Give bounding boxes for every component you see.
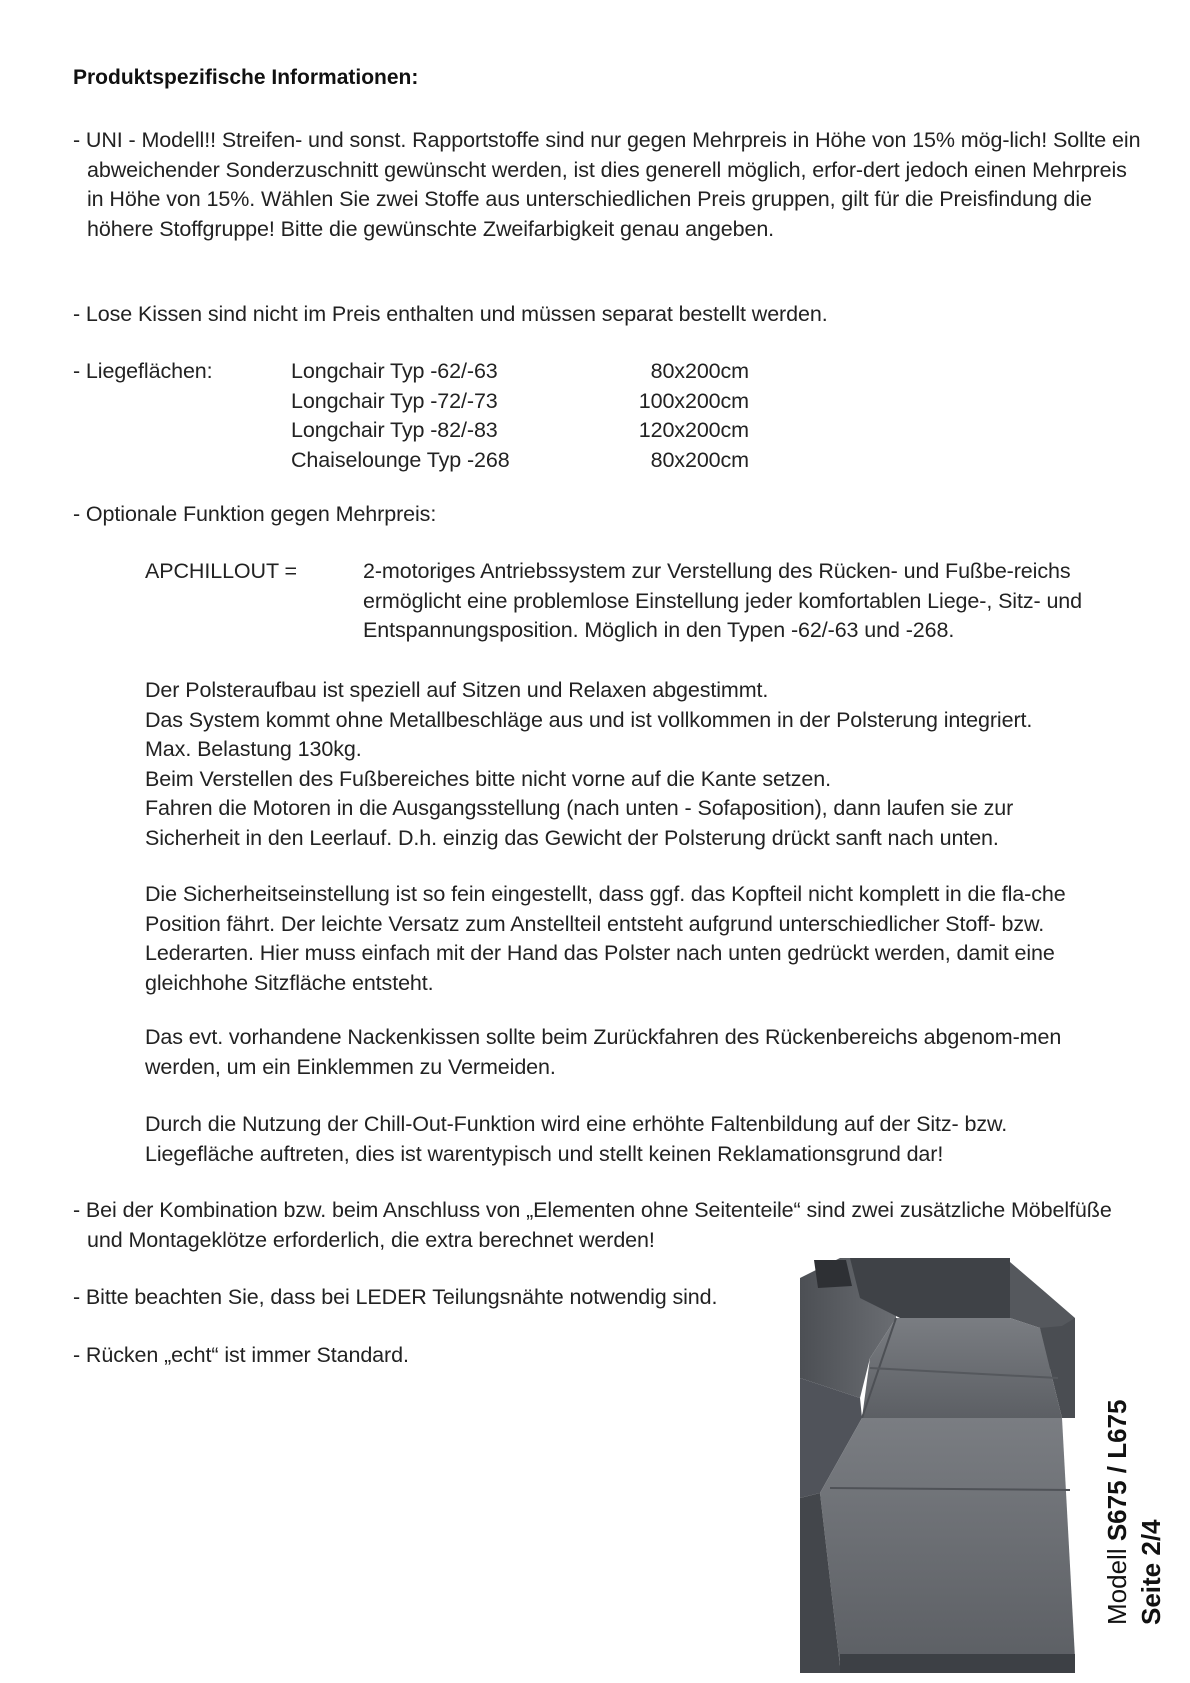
liegeflaechen-type: Longchair Typ -62/-63 [291,359,498,383]
liegeflaechen-type: Longchair Typ -82/-83 [291,418,498,442]
sofa-product-image [800,1258,1075,1673]
page-title: Produktspezifische Informationen: [73,66,419,89]
paragraph-sicherheit: Die Sicherheitseinstellung ist so fein eingestellt, dass ggf. das Kopfteil nicht komplett in die fla-che Position fährt. Der leichte Versatz zum Anstellteil entsteht aufgrund unterschiedlicher Stoff- bzw. Lederarten. Hier muss einfach mit der Hand das Polster nach unten gedrückt werden, damit eine gleichhohe Sitzfläche entsteht. [145,882,1066,995]
liegeflaechen-row [73,446,833,476]
liegeflaechen-label: - Liegeflächen: [73,359,213,383]
liegeflaechen-size: 100x200cm [638,388,749,413]
apchillout-value: 2-motoriges Antriebssystem zur Verstellung des Rücken- und Fußbe-reichs ermöglicht eine problemlose Einstellung jeder komfortablen Liege-, Sitz- und Entspannungsposition. Möglich in den Typen -62/-63 und -268. [363,559,1083,642]
apchillout-definition [145,557,1135,646]
bullet-ruecken: - Rücken „echt“ ist immer Standard. [73,1343,409,1367]
model-name: S675 / L675 [1102,1399,1132,1542]
liegeflaechen-row [73,357,833,387]
detail-line: Beim Verstellen des Fußbereiches bitte nicht vorne auf die Kante setzen. [145,766,831,791]
detail-line: Das System kommt ohne Metallbeschläge aus und ist vollkommen in der Polsterung integriert. [145,707,1033,732]
paragraph-chill-out: Durch die Nutzung der Chill-Out-Funktion wird eine erhöhte Faltenbildung auf der Sitz- bzw. Liegefläche auftreten, dies ist warentypisch und stellt keinen Reklamationsgrund dar! [145,1112,1008,1166]
liegeflaechen-size: 120x200cm [638,418,749,442]
model-label [1100,1400,1134,1625]
bullet-kombination: - Bei der Kombination bzw. beim Anschluss von „Elementen ohne Seitenteile“ sind zwei zusätzliche Möbelfüße und Montageklötze erforderlich, die extra berechnet werden! [73,1198,1112,1252]
liegeflaechen-row [73,416,833,446]
bullet-lose-kissen: - Lose Kissen sind nicht im Preis enthalten und müssen separat bestellt werden. [73,302,828,326]
detail-line: Der Polsteraufbau ist speziell auf Sitzen und Relaxen abgestimmt. [145,678,769,702]
apchillout-details [145,676,1145,853]
liegeflaechen-size: 80x200cm [650,359,749,383]
liegeflaechen-type: Chaiselounge Typ -268 [291,447,510,472]
optional-funktion-heading: - Optionale Funktion gegen Mehrpreis: [73,502,437,526]
side-label-rotated [1100,1400,1168,1625]
apchillout-key: APCHILLOUT = [145,559,297,583]
liegeflaechen-size: 80x200cm [650,447,749,472]
detail-line: Max. Belastung 130kg. [145,737,362,761]
liegeflaechen-type: Longchair Typ -72/-73 [291,388,498,413]
model-prefix: Modell [1102,1541,1132,1625]
paragraph-nackenkissen: Das evt. vorhandene Nackenkissen sollte beim Zurückfahren des Rückenbereichs abgenom-men werden, um ein Einklemmen zu Vermeiden. [145,1025,1062,1079]
bullet-uni-modell: - UNI - Modell!! Streifen- und sonst. Rapportstoffe sind nur gegen Mehrpreis in Höhe von 15% mög-lich! Sollte ein abweichender Sonderzuschnitt gewünscht werden, ist dies generell möglich, erfor-dert jedoch einen Mehrpreis in Höhe von 15%. Wählen Sie zwei Stoffe aus unterschiedlichen Preis gruppen, gilt für die Preisfindung die höhere Stoffgruppe! Bitte die gewünschte Zweifarbigkeit genau angeben. [73,128,1141,241]
detail-line: Fahren die Motoren in die Ausgangsstellung (nach unten - Sofaposition), dann laufen sie zur Sicherheit in den Leerlauf. D.h. einzig das Gewicht der Polsterung drückt sanft nach unten. [145,796,1014,850]
bullet-leder: - Bitte beachten Sie, dass bei LEDER Teilungsnähte notwendig sind. [73,1285,718,1309]
liegeflaechen-table [73,357,833,475]
page-number: Seite 2/4 [1136,1519,1166,1625]
liegeflaechen-row [73,387,833,417]
